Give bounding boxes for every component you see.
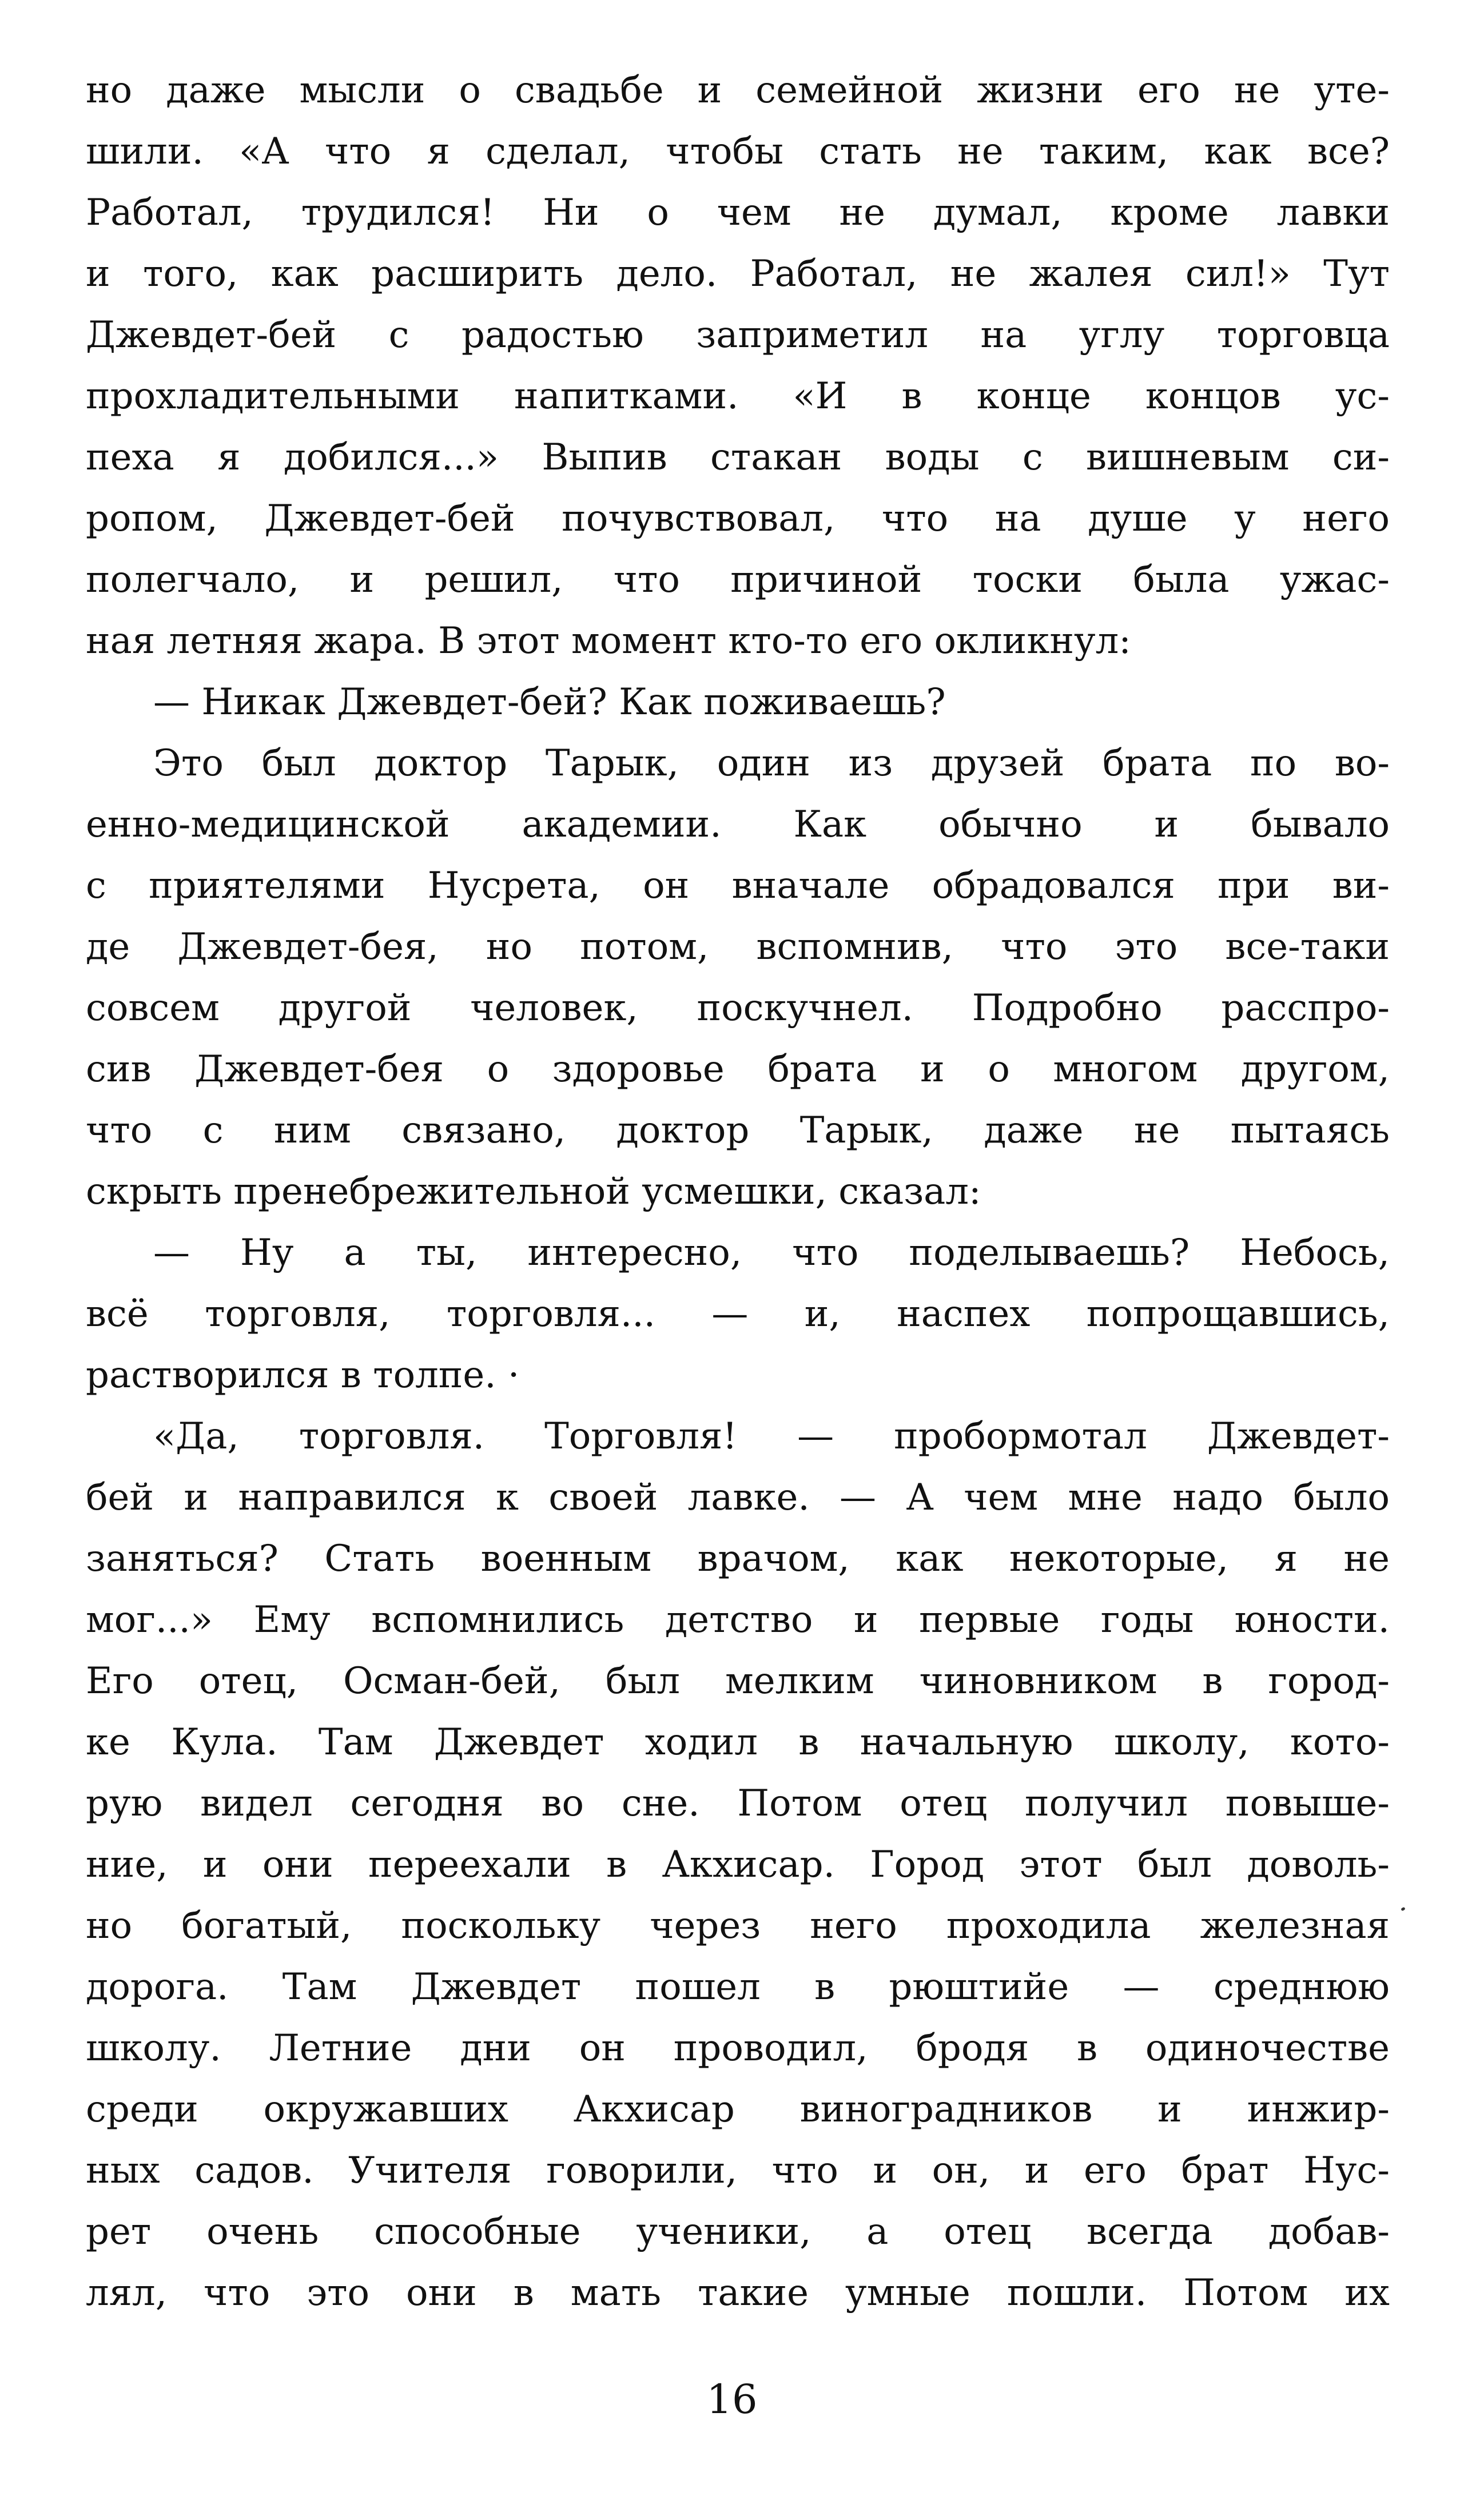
text-line: ние, и они переехали в Акхисар. Город этот был доволь- [86,1844,1390,1886]
text-line: ропом, Джевдет-бей почувствовал, что на душе у него [86,497,1390,540]
text-line: Его отец, Осман-бей, был мелким чиновником в город- [86,1660,1390,1702]
text-line: сив Джевдет-бея о здоровье брата и о многом другом, [86,1048,1390,1090]
text-line: заняться? Стать военным врачом, как некоторые, я не [86,1538,1390,1580]
text-line: растворился в толпе. · [86,1354,520,1396]
text-line: дорога. Там Джевдет пошел в рюштийе — среднюю [86,1966,1390,2008]
text-line: что с ним связано, доктор Тарык, даже не пытаясь [86,1109,1390,1152]
text-line: рую видел сегодня во сне. Потом отец получил повыше- [86,1782,1390,1825]
text-line: ных садов. Учителя говорили, что и он, и его брат Нус- [86,2149,1390,2192]
page-number: 16 [706,2376,758,2423]
text-line: но богатый, поскольку через него проходила железная [86,1905,1390,1947]
text-line: шили. «А что я сделал, чтобы стать не таким, как все? [86,130,1390,173]
text-line: ная летняя жара. В этот момент кто-то его окликнул: [86,620,1131,662]
text-line: школу. Летние дни он проводил, бродя в одиночестве [86,2027,1390,2069]
text-line: с приятелями Нусрета, он вначале обрадовался при ви- [86,865,1390,907]
text-line: пеха я добился...» Выпив стакан воды с вишневым си- [86,436,1390,479]
text-line: всё торговля, торговля... — и, наспех попрощавшись, [86,1293,1390,1335]
text-line: и того, как расширить дело. Работал, не жалея сил!» Тут [86,253,1390,295]
print-speck [1401,1907,1406,1912]
dialogue-line: — Никак Джевдет-бей? Как поживаешь? [153,681,946,723]
text-line: рет очень способные ученики, а отец всегда добав- [86,2211,1390,2253]
text-line: «Да, торговля. Торговля! — пробормотал Джевдет- [153,1415,1390,1458]
text-line: среди окружавших Акхисар виноградников и инжир- [86,2088,1390,2131]
text-line: мог...» Ему вспомнились детство и первые годы юности. [86,1599,1390,1641]
text-line: бей и направился к своей лавке. — А чем мне надо было [86,1476,1390,1519]
text-line: скрыть пренебрежительной усмешки, сказал: [86,1171,981,1213]
text-line: ке Кула. Там Джевдет ходил в начальную школу, кото- [86,1721,1390,1763]
text-line: совсем другой человек, поскучнел. Подробно расспро- [86,987,1390,1029]
text-line: полегчало, и решил, что причиной тоски была ужас- [86,559,1390,601]
text-line: Это был доктор Тарык, один из друзей брата по во- [153,742,1390,785]
text-line: де Джевдет-бея, но потом, вспомнив, что это все-таки [86,926,1390,968]
text-line: прохладительными напитками. «И в конце концов ус- [86,375,1390,417]
text-line: лял, что это они в мать такие умные пошли. Потом их [86,2272,1390,2314]
text-line: Работал, трудился! Ни о чем не думал, кроме лавки [86,192,1390,234]
text-line: но даже мысли о свадьбе и семейной жизни его не уте- [86,69,1390,112]
text-line: Джевдет-бей с радостью заприметил на углу торговца [86,314,1390,356]
page-text [86,60,1390,2324]
text-line: енно-медицинской академии. Как обычно и бывало [86,803,1390,846]
dialogue-line: — Ну а ты, интересно, что поделываешь? Небось, [153,1232,1390,1274]
